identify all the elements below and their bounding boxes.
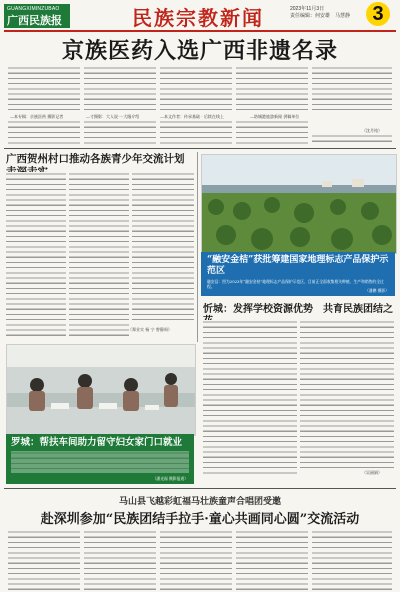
lead-column-5b	[312, 134, 392, 144]
column-divider	[197, 152, 198, 342]
lead-divider	[4, 148, 396, 149]
lead-credit-2: —寸摄影：大人说一·大眼介绍	[86, 114, 140, 119]
section-title: 民族宗教新闻	[132, 6, 264, 30]
lead-column-4b	[236, 120, 308, 144]
rongan-headline: “融安金桔”获批筹建国家地理标志产品保护示范区	[207, 255, 389, 276]
orchard-caption-band	[201, 252, 395, 296]
workshop-illustration	[7, 345, 195, 435]
issue-date: 2023年11月3日	[290, 6, 325, 12]
bottom-headline: 赴深圳参加“民族团结手拉手·童心共画同心圆”交流活动	[40, 512, 360, 527]
lead-column-4	[236, 66, 308, 112]
hezhou-credit: （郑业实 杨 宁 曾静周）	[128, 327, 172, 332]
lead-credit-3: —本文作者：传承基础 · 后续在线上	[160, 114, 224, 119]
xincheng-credit: （吴丽娟）	[362, 470, 382, 475]
masthead-rule	[4, 30, 396, 32]
lead-credit-4: —防城港旅游新闻 供稿单位	[250, 114, 300, 119]
rongan-credit: （潘鹏 摄影）	[365, 288, 389, 293]
bottom-divider	[4, 488, 396, 489]
xincheng-headline: 忻城：发挥学校资源优势 共育民族团结之	[203, 304, 393, 315]
bottom-column-3	[160, 530, 232, 590]
bottom-kicker: 马山县飞越彩虹福马壮族童声合唱团受邀	[118, 497, 281, 507]
lead-credit-5: （沈月纯）	[362, 128, 382, 133]
lead-column-5	[312, 66, 392, 112]
hezhou-column-3	[132, 172, 194, 324]
lead-column-2b	[84, 120, 156, 144]
rongan-caption: 融安县：图为2023年“融安金桔”地理标志产品保护示范区，目前正全面收集相关种植、生产和销售的全过程。	[207, 279, 384, 289]
luocheng-headline: 罗城：帮扶车间助力留守妇女家门口就业	[11, 437, 183, 448]
orchard-illustration	[202, 155, 396, 253]
hezhou-column-1	[6, 172, 66, 338]
editor-line: 责任编辑：何安雄 马慧静	[290, 13, 351, 19]
newspaper-logo	[4, 4, 70, 28]
lead-column-3	[160, 66, 232, 112]
orchard-photo	[201, 154, 397, 254]
logo-chinese: 广西民族报	[7, 14, 62, 27]
lead-headline: 京族医药入选广西非遗名录	[61, 38, 338, 64]
bottom-column-4	[236, 530, 308, 590]
bottom-column-2	[84, 530, 156, 590]
workshop-photo	[6, 344, 196, 436]
lead-column-3b	[160, 120, 232, 144]
page-number: 3	[366, 2, 390, 26]
luocheng-credit: （潘光福 摄影报道）	[152, 476, 188, 481]
lead-credit-1: —本专稿：京族医药 摄影记者	[10, 114, 64, 119]
dateline	[290, 6, 350, 20]
xincheng-column-1	[203, 320, 297, 476]
lead-column-1	[8, 66, 80, 112]
lead-column-2	[84, 66, 156, 112]
workshop-caption-band	[6, 434, 194, 484]
xincheng-column-2	[300, 320, 394, 468]
luocheng-caption	[11, 451, 189, 473]
bottom-column-5	[312, 530, 392, 590]
guangxi-hezhou-headline: 广西贺州村口推动各族青少年交流计划	[6, 153, 185, 165]
lead-column-1b	[8, 120, 80, 144]
logo-english: GUANGXIMINZUBAO	[7, 6, 60, 12]
bottom-column-1	[8, 530, 80, 590]
hezhou-column-2	[69, 172, 129, 338]
